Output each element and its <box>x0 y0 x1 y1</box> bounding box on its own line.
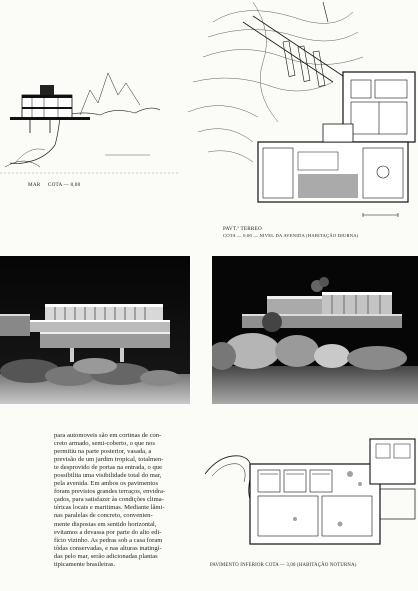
ground-floor-plan <box>183 2 418 224</box>
article-line: téricas locais e maritimas. Mediante lâmi- <box>54 504 165 512</box>
lower-floor-plan <box>200 434 418 559</box>
article-line: tipicamente brasileiras. <box>54 560 116 568</box>
article-line: previsão de um jardim tropical, totalmen- <box>54 456 164 464</box>
sea-label: MAR <box>28 182 41 188</box>
ground-floor-caption-title: PAVT.º TERREO <box>223 226 262 232</box>
article-text <box>54 432 194 569</box>
article-line: para automoveis são em cortinas de con- <box>54 432 162 439</box>
article-line: evitamos a devassa por parte do alto edi- <box>54 528 162 536</box>
article-line: mente dispostas em sentido horizontal, <box>54 520 157 528</box>
article-line: permitiu na parte posterior, vasada, a <box>54 448 152 456</box>
model-photo-left <box>0 256 190 404</box>
article-line: fício vizinho. As pedras sob a casa foram <box>54 536 163 544</box>
article-line: possibilita uma visibilidade total do mar, <box>54 472 162 480</box>
elevation-label: COTA — 8,00 <box>47 182 81 188</box>
article-line: çados, para satisfazer às condições clima- <box>54 496 164 504</box>
model-photo-right <box>212 256 418 404</box>
article-line: das pelo mar, serão adicionadas plantas <box>54 552 158 560</box>
article-line: nas paralelas de concreto, convenien- <box>54 512 153 520</box>
article-line: foram previstos grandes terraços, envidra- <box>54 488 166 496</box>
article-line: te desprovido de portas na entrada, o que <box>54 464 163 472</box>
section-drawing <box>0 55 180 180</box>
article-line: pela avenida. Em ambos os pavimentos <box>54 480 159 488</box>
article-line: creto armado, semi-coberto, o que nos <box>54 440 155 448</box>
lower-floor-caption: PAVIMENTO INFERIOR COTA — 3,00 (HABITAÇÃO NOTURNA) <box>210 563 357 568</box>
article-line: tôdas conservadas, e nas alturas inatingí- <box>54 544 162 552</box>
ground-floor-caption-level: COTA — 0,00 — NIVEL DA AVENIDA (HABITAÇÃO DIURNA) <box>223 233 359 238</box>
section-caption <box>28 182 80 188</box>
